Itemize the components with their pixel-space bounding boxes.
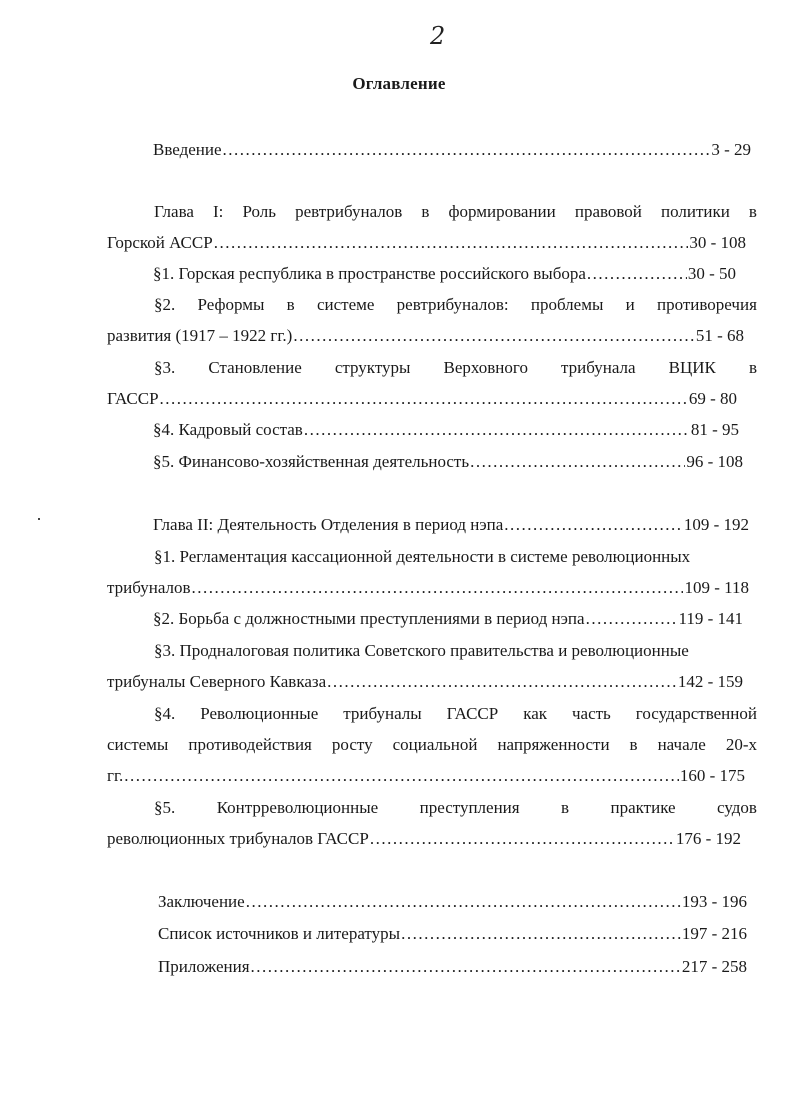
- word: трибуналы: [343, 704, 422, 723]
- word: в: [286, 295, 295, 314]
- word: Верховного: [443, 358, 528, 377]
- toc-label: Заключение: [158, 892, 245, 911]
- toc-entry-ch1-s2: [107, 289, 757, 351]
- toc-pages: 176 - 192: [675, 829, 741, 848]
- leader-dots: [327, 666, 677, 697]
- leader-dots: [370, 823, 675, 854]
- leader-dots: [192, 572, 684, 603]
- word: §2.: [154, 295, 176, 314]
- leader-dots: [401, 918, 681, 949]
- word: и: [625, 295, 635, 314]
- toc-pages: 69 - 80: [688, 389, 737, 408]
- word: практике: [610, 798, 676, 817]
- toc-label: §2. Борьба с должностными преступлениями в период нэпа: [153, 609, 585, 628]
- toc-label: §1. Регламентация кассационной деятельности в системе революционных: [154, 547, 691, 566]
- leader-dots: [304, 414, 690, 445]
- word: ГАССР: [446, 704, 499, 723]
- toc-pages: 109 - 118: [684, 578, 749, 597]
- word: проблемы: [530, 295, 604, 314]
- toc-entry-chapter2: [153, 509, 749, 540]
- leader-dots: [587, 258, 687, 289]
- word: Контрреволюционные: [216, 798, 379, 817]
- word: Глава: [154, 202, 194, 221]
- word: Реформы: [197, 295, 265, 314]
- toc-pages: 197 - 216: [681, 924, 747, 943]
- toc-pages: 30 - 50: [687, 264, 736, 283]
- word: структуры: [334, 358, 411, 377]
- toc-label: §1. Горская республика в пространстве российского выбора: [153, 264, 586, 283]
- toc-entry-ch2-s4: [107, 698, 757, 791]
- toc-label: Глава II: Деятельность Отделения в период нэпа: [153, 515, 504, 534]
- toc-entry-conclusion: [158, 886, 747, 917]
- word: Революционные: [200, 704, 319, 723]
- toc-pages: 51 - 68: [695, 326, 744, 345]
- leader-dots: [214, 227, 689, 258]
- toc-pages: 109 - 192: [683, 515, 749, 534]
- word: §3.: [154, 358, 176, 377]
- word: начале: [657, 735, 706, 754]
- toc-label: ГАССР: [107, 389, 159, 408]
- toc-entry-intro: [153, 134, 751, 165]
- word: I:: [213, 202, 224, 221]
- word: системы: [107, 735, 169, 754]
- word: 20-х: [725, 735, 757, 754]
- word: в: [629, 735, 638, 754]
- toc-entry-ch2-s1: [107, 541, 757, 603]
- handwritten-page-number: 2: [430, 22, 446, 50]
- word: напряженности: [497, 735, 610, 754]
- toc-pages: 142 - 159: [677, 672, 743, 691]
- leader-dots: [223, 134, 711, 165]
- leader-dots: [124, 760, 679, 791]
- word: трибунала: [561, 358, 636, 377]
- word: преступления: [419, 798, 520, 817]
- toc-entry-chapter1: [107, 196, 757, 258]
- word: Становление: [208, 358, 302, 377]
- toc-entry-ch1-s3: [107, 352, 757, 414]
- scan-speck: [38, 518, 40, 520]
- toc-pages: 217 - 258: [681, 957, 747, 976]
- word: в: [421, 202, 430, 221]
- toc-label: §5. Финансово-хозяйственная деятельность: [153, 452, 470, 471]
- leader-dots: [251, 951, 681, 982]
- word: как: [523, 704, 547, 723]
- toc-pages: 119 - 141: [678, 609, 743, 628]
- toc-entry-ch2-s2: [153, 603, 743, 634]
- toc-pages: 30 - 108: [689, 233, 746, 252]
- leader-dots: [293, 320, 694, 351]
- word: государственной: [635, 704, 757, 723]
- word: судов: [717, 798, 757, 817]
- toc-entry-ch1-s4: [153, 414, 739, 445]
- leader-dots: [160, 383, 688, 414]
- word: социальной: [392, 735, 478, 754]
- toc-label: Горской АССР: [107, 233, 213, 252]
- leader-dots: [504, 509, 683, 540]
- toc-label: §3. Продналоговая политика Советского правительства и революционные: [154, 641, 689, 660]
- word: системе: [316, 295, 375, 314]
- toc-pages: 160 - 175: [679, 766, 745, 785]
- leader-dots: [586, 603, 678, 634]
- leader-dots: [246, 886, 681, 917]
- toc-pages: 3 - 29: [711, 140, 751, 159]
- toc-entry-appendix: [158, 951, 747, 982]
- word: ВЦИК: [668, 358, 716, 377]
- word: росту: [331, 735, 373, 754]
- toc-label: Введение: [153, 140, 222, 159]
- toc-label: трибуналов: [107, 578, 191, 597]
- word: политики: [660, 202, 730, 221]
- toc-entry-ch1-s5: [153, 446, 743, 477]
- word: §4.: [154, 704, 176, 723]
- toc-entry-sources: [158, 918, 747, 949]
- toc-label: гг.: [107, 766, 124, 785]
- toc-entry-ch2-s5: [107, 792, 757, 854]
- toc-entry-ch1-s1: [153, 258, 736, 289]
- toc-entry-ch2-s3: [107, 635, 757, 697]
- word: ревтрибуналов: [295, 202, 403, 221]
- toc-label: развития (1917 – 1922 гг.): [107, 326, 293, 345]
- toc-label: §4. Кадровый состав: [153, 420, 303, 439]
- word: противоречия: [657, 295, 757, 314]
- toc-label: трибуналы Северного Кавказа: [107, 672, 327, 691]
- page-title: Оглавление: [352, 74, 446, 93]
- word: в: [748, 358, 757, 377]
- word: формировании: [448, 202, 556, 221]
- word: Роль: [242, 202, 277, 221]
- toc-pages: 96 - 108: [686, 452, 743, 471]
- toc-label: Приложения: [158, 957, 250, 976]
- toc-pages: 81 - 95: [690, 420, 739, 439]
- word: в: [748, 202, 757, 221]
- toc-label: Список источников и литературы: [158, 924, 401, 943]
- toc-label: революционных трибуналов ГАССР: [107, 829, 369, 848]
- word: ревтрибуналов:: [396, 295, 509, 314]
- word: противодействия: [188, 735, 312, 754]
- word: правовой: [574, 202, 642, 221]
- toc-pages: 193 - 196: [681, 892, 747, 911]
- word: в: [561, 798, 570, 817]
- leader-dots: [470, 446, 685, 477]
- word: часть: [571, 704, 611, 723]
- word: §5.: [154, 798, 176, 817]
